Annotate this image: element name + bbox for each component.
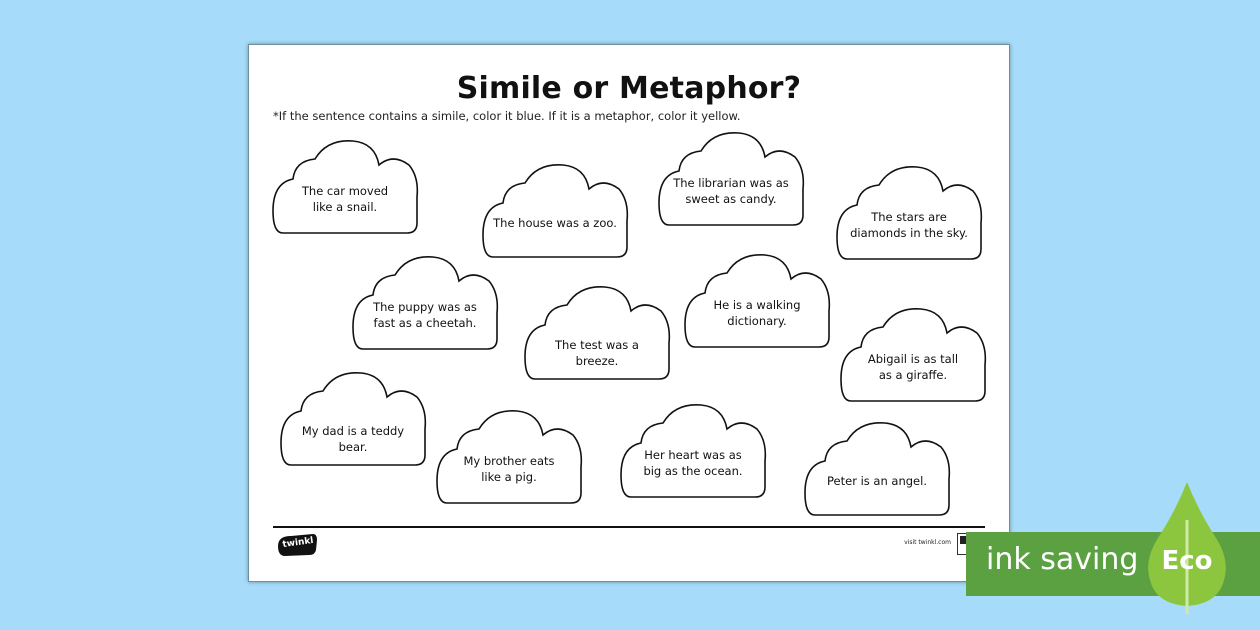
cloud-text-line1: The stars are	[871, 210, 947, 224]
cloud-sentence-11	[619, 395, 767, 507]
cloud-sentence-8	[839, 299, 987, 411]
cloud-sentence-12	[803, 413, 951, 525]
cloud-text-line2: sweet as candy.	[685, 192, 777, 206]
cloud-sentence-3	[657, 123, 805, 235]
cloud-text-line2: dictionary.	[727, 314, 787, 328]
ink-saving-text: ink saving	[986, 542, 1139, 577]
cloud-text-line2: like a snail.	[312, 200, 378, 214]
cloud-sentence-6	[523, 277, 671, 389]
cloud-text-line2: diamonds in the sky.	[850, 226, 968, 240]
cloud-text-line1: Peter is an angel.	[827, 474, 927, 488]
eco-leaf-icon	[1146, 480, 1228, 614]
cloud-text-line1: The car moved	[301, 184, 389, 198]
cloud-sentence-5	[351, 247, 499, 359]
worksheet-page	[248, 44, 1010, 582]
cloud-text-line1: He is a walking	[713, 298, 801, 312]
cloud-text-line2: big as the ocean.	[643, 464, 743, 478]
cloud-sentence-1	[271, 131, 419, 243]
footer-visit-link[interactable]: visit twinkl.com	[904, 539, 951, 546]
cloud-text-line1: My dad is a teddy bear.	[301, 424, 405, 454]
twinkl-logo: twinkl	[275, 532, 319, 558]
cloud-sentence-9	[279, 363, 427, 475]
cloud-text-line1: The test was a breeze.	[555, 338, 639, 368]
cloud-text-line1: The house was a zoo.	[493, 216, 617, 230]
cloud-text-line1: The librarian was as	[673, 176, 789, 190]
cloud-sentence-7	[683, 245, 831, 357]
cloud-text-line1: My brother eats	[463, 454, 555, 468]
worksheet-instructions: *If the sentence contains a simile, color it blue. If it is a metaphor, color it yellow.	[273, 109, 741, 123]
cloud-text-line2: as a giraffe.	[878, 368, 948, 382]
cloud-sentence-4	[835, 157, 983, 269]
cloud-text-line2: like a pig.	[481, 470, 537, 484]
cloud-text-line2: fast as a cheetah.	[373, 316, 477, 330]
footer-divider	[273, 526, 985, 528]
eco-label: Eco	[1161, 546, 1213, 576]
cloud-sentence-10	[435, 401, 583, 513]
cloud-sentence-2	[481, 155, 629, 267]
cloud-text-line1: Abigail is as tall	[867, 352, 959, 366]
cloud-text-line1: The puppy was as	[373, 300, 477, 314]
cloud-text-line1: Her heart was as	[644, 448, 742, 462]
worksheet-title: Simile or Metaphor?	[456, 71, 802, 106]
